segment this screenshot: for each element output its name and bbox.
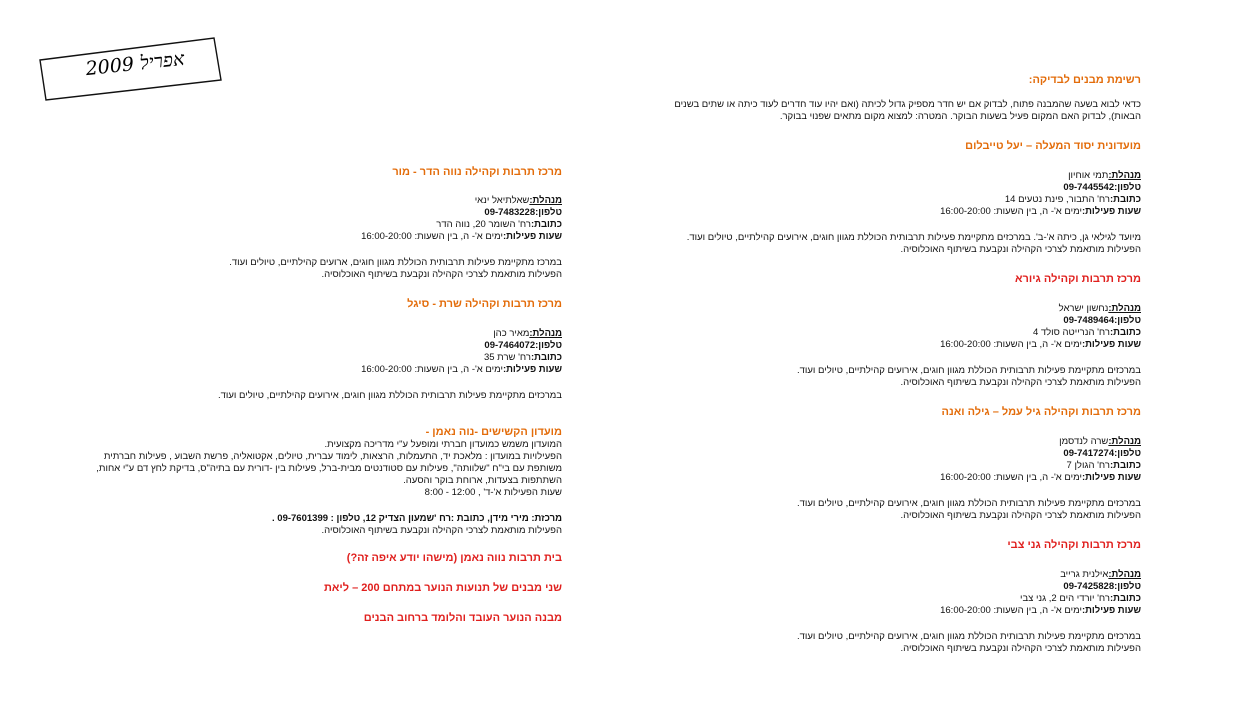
right-column [665, 73, 1141, 655]
manager-label: מנהלת: [1108, 170, 1141, 181]
manager-name: שאלתיאל ינאי [474, 195, 530, 206]
intro-line-1: כדאי לבוא בשעה שהמבנה פתוח, לבדוק אם יש חדר מספיק גדול לכיתה (ואם יהיו עוד חדרים לעוד כיתה או שתים בשנים [674, 99, 1141, 110]
address: רח' הגולן 7 [1066, 460, 1110, 471]
elderly-line: השתתפות בצעדות, ארוחת בוקר והסעה. [403, 475, 562, 486]
address-label: כתובת: [1109, 593, 1141, 604]
manager-label: מנהלת: [529, 195, 562, 206]
hours-label: שעות פעילות: [1081, 605, 1141, 616]
description-line: במרכזים מתקיימת פעילות תרבותית הכוללת מגוון חוגים, אירועים קהילתיים, טיולים ועוד. [797, 365, 1141, 376]
description-line: הפעילות מותאמת לצרכי הקהילה ונקבעת בשיתוף האוכלוסיה. [900, 244, 1141, 255]
address-label: כתובת: [1109, 194, 1141, 205]
manager-label: מנהלת: [529, 328, 562, 339]
intro-line-2: הבאות), לבדוק האם המקום פעיל בשעות הבוקר. המטרה: למצוא מקום מתאים שפנוי בבוקר. [779, 111, 1141, 122]
hours: ימים א'- ה, בין השעות: 16:00-20:00 [940, 472, 1082, 483]
elderly-club [62, 425, 562, 551]
phone-label: טלפון: [1114, 581, 1141, 592]
center-heading: מרכז תרבות וקהילה נווה הדר - מור [392, 166, 562, 178]
extra-heading-youth-movements: שני מבנים של תנועות הנוער במתחם 200 – ליאת [324, 582, 562, 594]
description-line: במרכזים מתקיימת פעילות תרבותית הכוללת מגוון חוגים, אירועים קהילתיים, טיולים ועוד. [218, 390, 562, 401]
center-yesod-hamaala [665, 139, 1141, 272]
elderly-club-heading: מועדון הקשישים -נוה נאמן - [425, 426, 562, 438]
elderly-note: הפעילות מותאמת לצרכי הקהילה ונקבעת בשיתוף האוכלוסיה. [321, 525, 562, 536]
description-line: מיועד לגילאי גן, כיתה א'-ב'. במרכזים מתקיימת פעילות תרבותית הכוללת מגוון חוגים, אירועים קהילתיים, טיולים ועוד. [686, 232, 1141, 243]
elderly-line: משותפת עם בי"ח "שלוותה", פעילות עם סטודנטים מבית-ברל, פעילות בין -דורית עם בתיה"ס, בדיקת לחץ דם ע"י אחות, [96, 463, 562, 474]
hours: ימים א'- ה, בין השעות: 16:00-20:00 [940, 339, 1082, 350]
address: רח' הנרייטה סולד 4 [1032, 327, 1110, 338]
manager-name: שרה לנדסמן [1059, 436, 1109, 447]
phone-number: 09-7483228 [484, 207, 536, 218]
address: רח' השומר 20, נווה הדר [436, 219, 531, 230]
address-label: כתובת: [530, 219, 562, 230]
elderly-line: שעות הפעילות א'-ד' , 12:00 - 8:00 [424, 487, 562, 498]
hours: ימים א'- ה, בין השעות: 16:00-20:00 [361, 231, 503, 242]
phone-number: 09-7445542 [1063, 182, 1115, 193]
phone-label: טלפון: [1114, 315, 1141, 326]
elderly-line: המועדון משמש כמועדון חברתי ומופעל ע"י מדריכה מקצועית. [324, 439, 562, 450]
phone-label: טלפון: [535, 207, 562, 218]
elderly-line: הפעילויות במועדון : מלאכת יד, התעמלות, הרצאות, לימוד עברית, טיולים, אקטואליה, פרשת השבוע , פעילות חברתית [103, 451, 562, 462]
address: רח' שרת 35 [483, 352, 531, 363]
hours-label: שעות פעילות: [1081, 472, 1141, 483]
hours: ימים א'- ה, בין השעות: 16:00-20:00 [361, 364, 503, 375]
phone-number: 09-7489464 [1063, 315, 1115, 326]
description-line: במרכז מתקיימת פעילות תרבותית הכוללת מגוון חוגים, ארועים קהילתיים, טיולים ועוד. [229, 257, 562, 268]
manager-name: תמי אוחיון [1068, 170, 1109, 181]
hours-label: שעות פעילות: [502, 231, 562, 242]
extra-heading-working-youth: מבנה הנוער העובד והלומד ברחוב הבנים [363, 612, 562, 624]
description-line: הפעילות מותאמת לצרכי הקהילה ונקבעת בשיתוף האוכלוסיה. [321, 269, 562, 280]
date-stamp [38, 36, 222, 102]
manager-label: מנהלת: [1108, 569, 1141, 580]
manager-name: אילנית גרייב [1060, 569, 1109, 580]
address: רח' יורדי הים 2, גני צבי [1019, 593, 1110, 604]
description-line: במרכזים מתקיימת פעילות תרבותית הכוללת מגוון חוגים, אירועים קהילתיים, טיולים ועוד. [797, 631, 1141, 642]
center-heading: מרכז תרבות וקהילה גיל עמל – גילה ואנה [941, 406, 1141, 418]
description-line: הפעילות מותאמת לצרכי הקהילה ונקבעת בשיתוף האוכלוסיה. [900, 377, 1141, 388]
hours: ימים א'- ה, בין השעות: 16:00-20:00 [940, 206, 1082, 217]
center-sharet [62, 297, 562, 425]
center-gil-amal [665, 405, 1141, 538]
hours-label: שעות פעילות: [502, 364, 562, 375]
manager-name: מאיר כהן [493, 328, 530, 339]
address-label: כתובת: [530, 352, 562, 363]
phone-label: טלפון: [1114, 182, 1141, 193]
center-ganei-zvi [665, 538, 1141, 655]
elderly-contact: מרכזת: מירי מידן, כתובת :רח 'שמעון הצדיק 12, טלפון : 09-7601399 . [272, 513, 562, 524]
description-line: הפעילות מותאמת לצרכי הקהילה ונקבעת בשיתוף האוכלוסיה. [900, 643, 1141, 654]
center-heading: מרכז תרבות וקהילה גיורא [1015, 273, 1141, 285]
center-neve-hadar [62, 165, 562, 297]
extra-heading-neve-neeman: בית תרבות נווה נאמן (מישהו יודע איפה זה?) [346, 552, 562, 564]
buildings-list-title: רשימת מבנים לבדיקה: [1028, 74, 1141, 86]
center-heading: מרכז תרבות וקהילה שרת - סיגל [407, 298, 562, 310]
manager-name: נחשון ישראל [1058, 303, 1109, 314]
stamp-text: אפריל 2009 [84, 47, 186, 81]
address-label: כתובת: [1109, 460, 1141, 471]
phone-number: 09-7417274 [1063, 448, 1115, 459]
manager-label: מנהלת: [1108, 303, 1141, 314]
description-line: במרכזים מתקיימת פעילות תרבותית הכוללת מגוון חוגים, אירועים קהילתיים, טיולים ועוד. [797, 498, 1141, 509]
center-heading: מרכז תרבות וקהילה גני צבי [1007, 539, 1141, 551]
hours: ימים א'- ה, בין השעות: 16:00-20:00 [940, 605, 1082, 616]
address: רח' התבור, פינת נטעים 14 [1004, 194, 1110, 205]
center-heading: מועדונית יסוד המעלה – יעל טייבלום [965, 140, 1141, 152]
hours-label: שעות פעילות: [1081, 339, 1141, 350]
description-line: הפעילות מותאמת לצרכי הקהילה ונקבעת בשיתוף האוכלוסיה. [900, 510, 1141, 521]
phone-number: 09-7425828 [1063, 581, 1115, 592]
left-column [62, 165, 562, 642]
address-label: כתובת: [1109, 327, 1141, 338]
center-giora [665, 272, 1141, 405]
phone-label: טלפון: [535, 340, 562, 351]
hours-label: שעות פעילות: [1081, 206, 1141, 217]
phone-number: 09-7464072 [484, 340, 536, 351]
manager-label: מנהלת: [1108, 436, 1141, 447]
phone-label: טלפון: [1114, 448, 1141, 459]
